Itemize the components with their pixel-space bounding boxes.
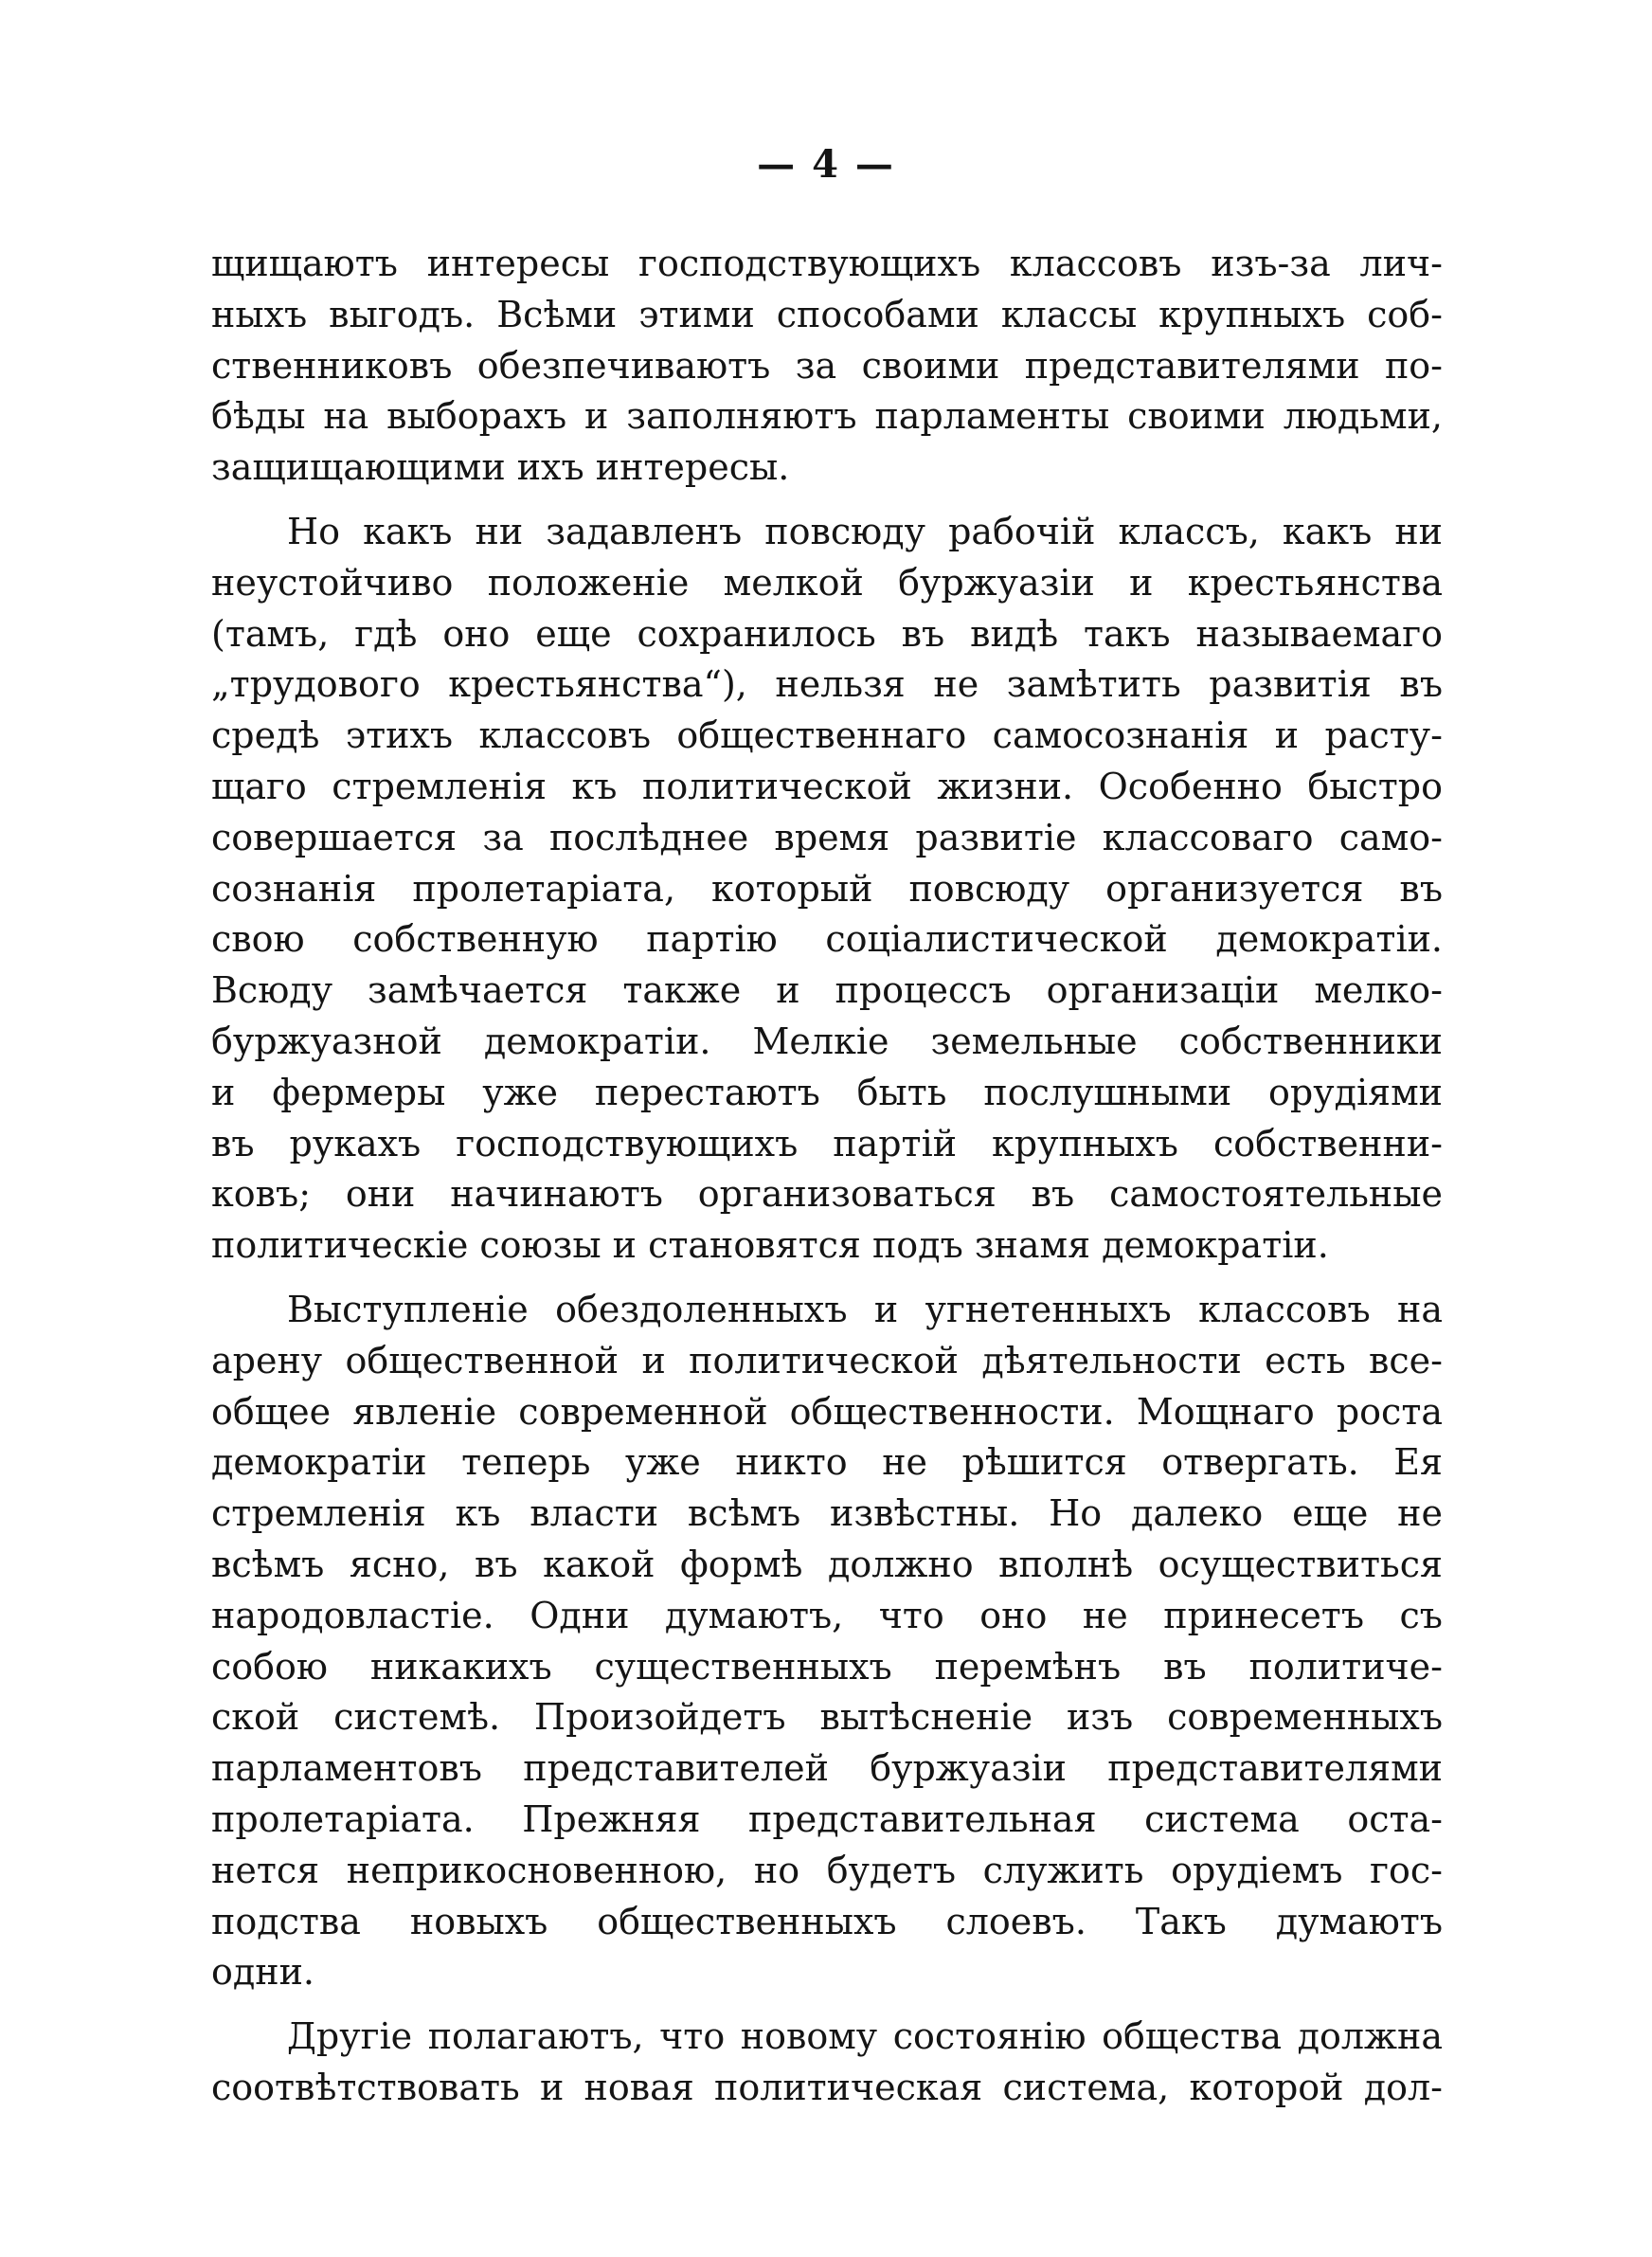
text-line: ской системѣ. Произойдетъ вытѣсненіе изъ современныхъ [211, 1696, 1443, 1739]
text-line: стремленія къ власти всѣмъ извѣстны. Но далеко еще не [211, 1492, 1443, 1535]
text-line: щищаютъ интересы господствующихъ классовъ изъ-за лич- [211, 243, 1443, 284]
body-text [211, 239, 1443, 2114]
text-line: нется неприкосновенною, но будетъ служить орудіемъ гос- [211, 1849, 1443, 1891]
text-line: пролетаріата. Прежняя представительная система оста- [211, 1797, 1443, 1840]
text-line: одни. [211, 1951, 315, 1994]
text-line: сознанія пролетаріата, который повсюду организуется въ [211, 867, 1443, 910]
text-line: свою собственную партію соціалистической демократіи. [211, 918, 1443, 961]
paragraph [211, 1285, 1443, 1998]
text-line: Выступленіе обездоленныхъ и угнетенныхъ классовъ на [287, 1288, 1443, 1330]
paragraph-spacer [211, 1272, 1443, 1285]
text-line: парламентовъ представителей буржуазіи представителями [211, 1747, 1443, 1790]
text-line: всѣмъ ясно, въ какой формѣ должно вполнѣ осуществиться [211, 1543, 1443, 1585]
text-line: народовластіе. Одни думаютъ, что оно не принесетъ съ [211, 1594, 1443, 1636]
text-line: совершается за послѣднее время развитіе классоваго само- [211, 816, 1443, 858]
text-line: бѣды на выборахъ и заполняютъ парламенты своими людьми, [211, 395, 1443, 438]
text-line: средѣ этихъ классовъ общественнаго самосознанія и расту- [211, 714, 1443, 757]
page-number: — 4 — [757, 142, 895, 187]
paragraph-spacer [211, 494, 1443, 507]
text-line: защищающими ихъ интересы. [211, 446, 790, 489]
text-line: и фермеры уже перестаютъ быть послушными орудіями [211, 1071, 1443, 1113]
text-line: общее явленіе современной общественности. Мощнаго роста [211, 1390, 1443, 1433]
text-line: подства новыхъ общественныхъ слоевъ. Такъ думаютъ [211, 1900, 1443, 1942]
paragraph-spacer [211, 1998, 1443, 2012]
text-line: неустойчиво положеніе мелкой буржуазіи и крестьянства [211, 561, 1443, 604]
text-line: арену общественной и политической дѣятельности есть все- [211, 1339, 1443, 1381]
text-line: „трудового крестьянства“), нельзя не замѣтить развитія въ [211, 663, 1443, 706]
text-line: Всюду замѣчается также и процессъ организаціи мелко- [211, 969, 1443, 1012]
text-line: буржуазной демократіи. Мелкіе земельные собственники [211, 1020, 1443, 1062]
text-line: собою никакихъ существенныхъ перемѣнъ въ политиче- [211, 1645, 1443, 1688]
text-line: ныхъ выгодъ. Всѣми этими способами классы крупныхъ соб- [211, 293, 1443, 335]
text-line: соотвѣтствовать и новая политическая система, которой дол- [211, 2066, 1443, 2108]
text-line: политическіе союзы и становятся подъ знамя демократіи. [211, 1224, 1329, 1267]
paragraph [211, 2012, 1443, 2114]
text-line: ственниковъ обезпечиваютъ за своими представителями по- [211, 344, 1443, 387]
text-line: (тамъ, гдѣ оно еще сохранилось въ видѣ такъ называемаго [211, 612, 1443, 655]
text-line: демократіи теперь уже никто не рѣшится отвергать. Ея [211, 1441, 1443, 1484]
text-line: щаго стремленія къ политической жизни. Особенно быстро [211, 765, 1443, 807]
text-line: въ рукахъ господствующихъ партій крупныхъ собственни- [211, 1122, 1443, 1165]
text-line: Другіе полагаютъ, что новому состоянію общества должна [287, 2015, 1443, 2058]
paragraph [211, 239, 1443, 494]
paragraph [211, 507, 1443, 1272]
text-line: ковъ; они начинаютъ организоваться въ самостоятельные [211, 1173, 1443, 1216]
text-line: Но какъ ни задавленъ повсюду рабочій классъ, какъ ни [287, 510, 1443, 552]
